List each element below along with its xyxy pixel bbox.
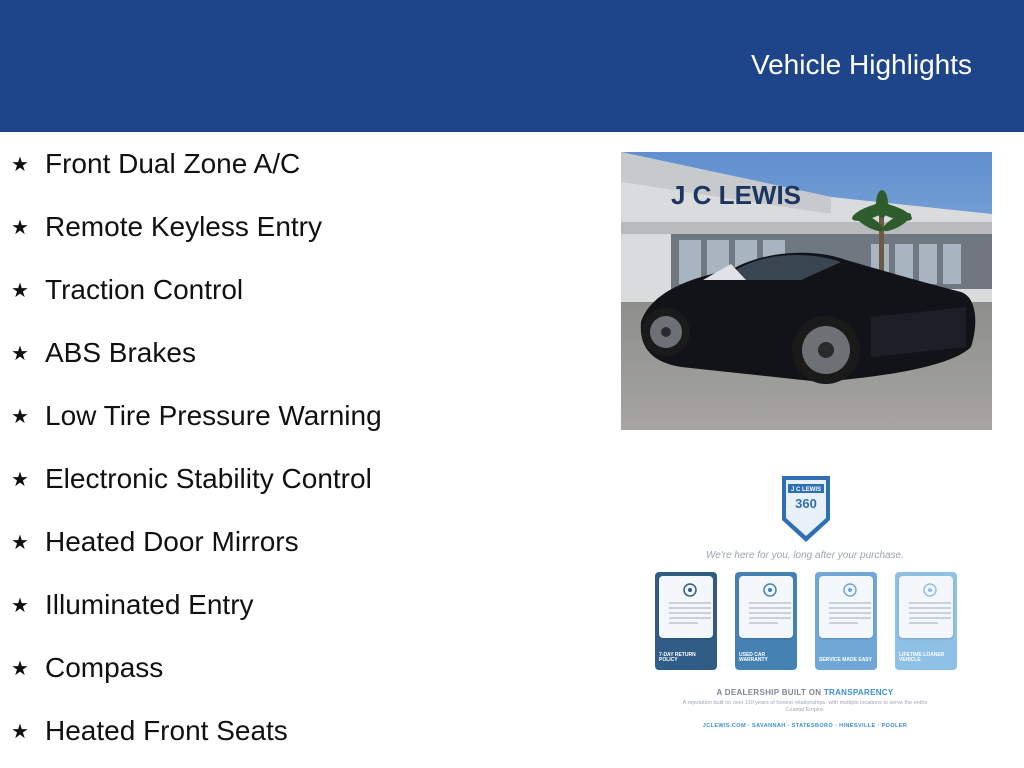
feature-label: Front Dual Zone A/C bbox=[45, 148, 301, 179]
card-text-bubble bbox=[819, 576, 873, 638]
warranty-icon bbox=[761, 583, 779, 597]
return-icon bbox=[681, 583, 699, 597]
star-icon: ★ bbox=[11, 278, 29, 302]
feature-item bbox=[0, 396, 560, 436]
feature-item bbox=[0, 648, 560, 688]
card-text-bubble bbox=[739, 576, 793, 638]
star-icon: ★ bbox=[11, 530, 29, 554]
brochure-card bbox=[655, 572, 717, 670]
card-label: LIFETIME LOANER VEHICLE bbox=[899, 651, 945, 664]
dealer-brochure bbox=[640, 470, 970, 740]
vehicle-photo bbox=[621, 152, 992, 430]
star-icon: ★ bbox=[11, 404, 29, 428]
star-icon: ★ bbox=[11, 341, 29, 365]
brochure-card bbox=[895, 572, 957, 670]
card-label: 7-DAY RETURN POLICY bbox=[659, 651, 696, 664]
feature-label: Compass bbox=[45, 652, 164, 683]
feature-label: Illuminated Entry bbox=[45, 589, 254, 620]
header-banner bbox=[0, 0, 1024, 132]
brochure-headline-accent: TRANSPARENCY bbox=[823, 688, 894, 697]
feature-label: Traction Control bbox=[45, 274, 244, 305]
brochure-headline-prefix: A DEALERSHIP BUILT ON bbox=[716, 688, 824, 697]
feature-item bbox=[0, 144, 560, 184]
feature-item bbox=[0, 711, 560, 751]
feature-item bbox=[0, 522, 560, 562]
star-icon: ★ bbox=[11, 152, 29, 176]
brochure-tagline: We're here for you, long after your purchase. bbox=[706, 550, 904, 561]
feature-label: Remote Keyless Entry bbox=[45, 211, 322, 242]
star-icon: ★ bbox=[11, 656, 29, 680]
card-text-bubble bbox=[659, 576, 713, 638]
jc-lewis-360-badge bbox=[776, 474, 836, 546]
feature-item bbox=[0, 333, 560, 373]
service-icon bbox=[841, 583, 859, 597]
feature-label: ABS Brakes bbox=[45, 337, 196, 368]
feature-item bbox=[0, 459, 560, 499]
card-text-bubble bbox=[899, 576, 953, 638]
dealer-sign-text: J C LEWIS bbox=[671, 180, 802, 210]
feature-label: Low Tire Pressure Warning bbox=[45, 400, 382, 431]
brochure-locations: JCLEWIS.COM · SAVANNAH · STATESBORO · HINESVILLE · POOLER bbox=[702, 723, 908, 729]
loaner-icon bbox=[921, 583, 939, 597]
feature-label: Heated Door Mirrors bbox=[45, 526, 299, 557]
svg-text:360: 360 bbox=[795, 496, 817, 511]
star-icon: ★ bbox=[11, 467, 29, 491]
feature-label: Electronic Stability Control bbox=[45, 463, 372, 494]
star-icon: ★ bbox=[11, 719, 29, 743]
card-label: SERVICE MADE EASY bbox=[819, 657, 872, 664]
page-title: Vehicle Highlights bbox=[750, 49, 972, 80]
star-icon: ★ bbox=[11, 593, 29, 617]
card-label: USED CAR WARRANTY bbox=[739, 651, 768, 664]
feature-item bbox=[0, 585, 560, 625]
feature-label: Heated Front Seats bbox=[45, 715, 288, 746]
feature-item bbox=[0, 270, 560, 310]
brochure-headline bbox=[640, 688, 970, 697]
star-icon: ★ bbox=[11, 215, 29, 239]
vehicle-photo-image bbox=[621, 152, 992, 430]
brochure-subtext: A reputation built on over 110 years of honest relationships, with multiple locations to serve the entire Coastal Empire. bbox=[682, 700, 928, 714]
brochure-card bbox=[815, 572, 877, 670]
feature-item bbox=[0, 207, 560, 247]
svg-text:J C LEWIS: J C LEWIS bbox=[790, 487, 822, 493]
brochure-card bbox=[735, 572, 797, 670]
